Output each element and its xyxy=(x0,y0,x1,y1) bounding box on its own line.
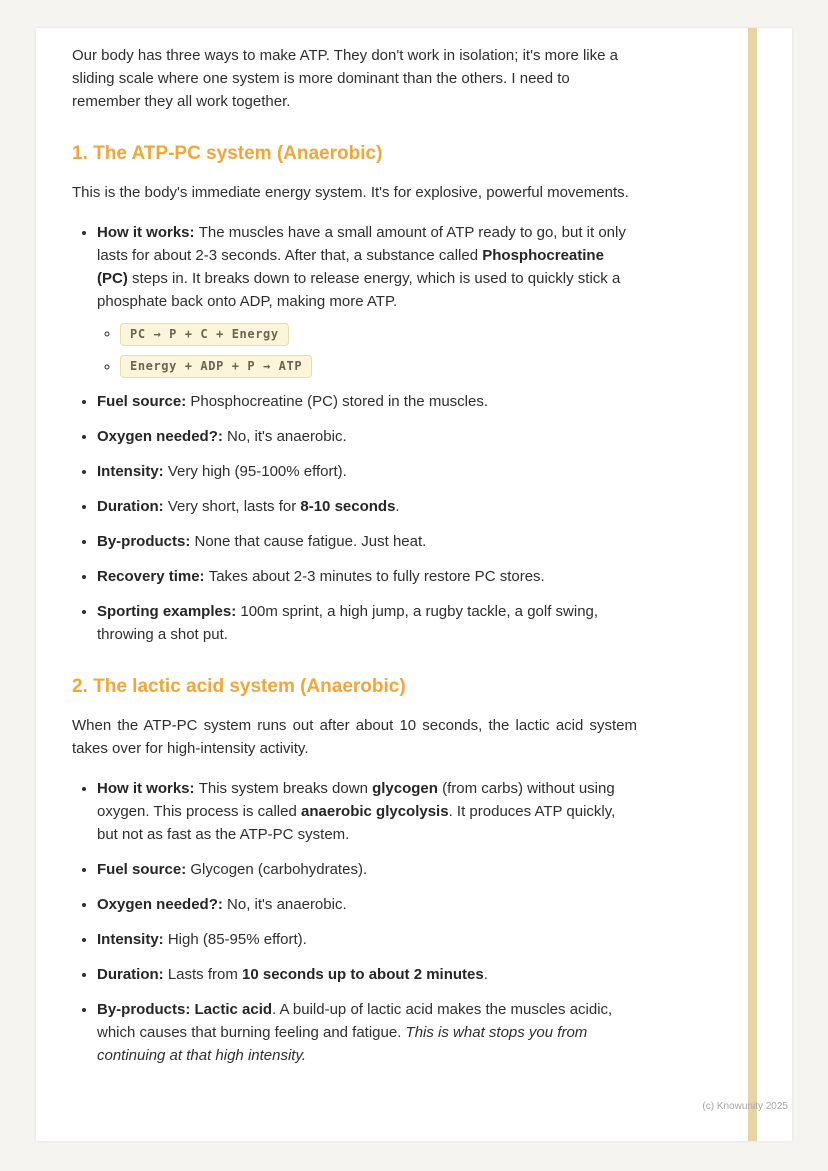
bullet-item xyxy=(97,495,637,518)
bullet-item xyxy=(97,600,637,646)
text-run: . It produces ATP quickly, but not as fast as the ATP-PC system. xyxy=(97,803,616,844)
bullet-list xyxy=(72,777,637,1067)
bold-run: Oxygen needed?: xyxy=(97,428,228,446)
text-run: The muscles have a small amount of ATP ready to go, but it only lasts for about 2-3 seconds. After that, a substance called xyxy=(97,224,626,264)
bold-run: Fuel source: xyxy=(97,393,191,411)
bold-run: 10 seconds up to about 2 minutes xyxy=(242,966,484,984)
page-edge-strip xyxy=(748,28,757,1141)
code-sub-item xyxy=(120,322,637,346)
code-sub-list xyxy=(97,322,637,378)
bold-run: glycogen xyxy=(372,780,438,798)
bold-run: How it works: xyxy=(97,224,199,241)
bullet-list xyxy=(72,221,637,646)
text-run: Takes about 2-3 minutes to fully restore PC stores. xyxy=(208,568,545,586)
bullet-item xyxy=(97,928,637,951)
text-run: steps in. It breaks down to release energy, which is used to quickly stick a phosphate back onto ADP, making more ATP. xyxy=(97,270,621,310)
text-run: . xyxy=(395,498,400,516)
bullet-item xyxy=(97,777,637,846)
bullet-item xyxy=(97,425,637,448)
text-run: . A build-up of lactic acid makes the muscles acidic, which causes that burning feeling and fatigue. xyxy=(97,1001,613,1042)
sections-container xyxy=(72,142,637,1067)
document-page xyxy=(36,28,792,1141)
bold-run: By-products: xyxy=(97,533,195,551)
bold-run: Recovery time: xyxy=(97,568,209,586)
bold-run: Duration: xyxy=(97,966,168,984)
text-run: No, it's anaerobic. xyxy=(227,896,347,914)
watermark: (c) Knowunity 2025 xyxy=(702,1101,788,1112)
text-run: 100m sprint, a high jump, a rugby tackle, a golf swing, throwing a shot put. xyxy=(97,603,599,644)
section-paragraph: This is the body's immediate energy system. It's for explosive, powerful movements. xyxy=(72,184,629,201)
code-sub-item xyxy=(120,355,637,379)
section-paragraph: When the ATP-PC system runs out after about 10 seconds, the lactic acid system takes over for high-intensity activity. xyxy=(72,717,637,758)
document-content xyxy=(72,44,637,1079)
bullet-item xyxy=(97,460,637,483)
bullet-item xyxy=(97,565,637,588)
bullet-item xyxy=(97,858,637,881)
code-chip: PC → P + C + Energy xyxy=(120,323,289,346)
bold-run: Oxygen needed?: xyxy=(97,896,228,914)
section-heading: 2. The lactic acid system (Anaerobic) xyxy=(72,676,406,698)
bold-run: By-products: Lactic acid xyxy=(97,1001,273,1019)
bold-run: Intensity: xyxy=(97,931,168,949)
bullet-item xyxy=(97,221,637,378)
bullet-item xyxy=(97,893,637,916)
text-run: . xyxy=(483,966,488,984)
bold-run: Sporting examples: xyxy=(97,603,241,621)
bold-run: Duration: xyxy=(97,498,168,516)
text-run: Glycogen (carbohydrates). xyxy=(190,861,368,879)
section-heading: 1. The ATP-PC system (Anaerobic) xyxy=(72,143,383,164)
bold-run: 8-10 seconds xyxy=(300,498,396,516)
text-run: Very high (95-100% effort). xyxy=(167,463,347,481)
text-run: Lasts from xyxy=(167,966,243,984)
bullet-item xyxy=(97,390,637,413)
text-run: None that cause fatigue. Just heat. xyxy=(194,533,427,551)
bold-run: anaerobic glycolysis xyxy=(301,803,449,821)
bold-run: Fuel source: xyxy=(97,861,191,879)
text-run: No, it's anaerobic. xyxy=(227,428,347,446)
intro-paragraph: Our body has three ways to make ATP. They don't work in isolation; it's more like a sliding scale where one system is more dominant than the others. I need to remember they all work together. xyxy=(72,47,618,110)
bold-run: Phosphocreatine (PC) xyxy=(97,247,604,287)
text-run: High (85-95% effort). xyxy=(167,931,307,949)
text-run: (from carbs) without using oxygen. This process is called xyxy=(97,780,615,821)
code-chip: Energy + ADP + P → ATP xyxy=(120,355,312,378)
bullet-item xyxy=(97,963,637,986)
bold-run: How it works: xyxy=(97,780,199,798)
italic-run: This is what stops you from continuing at that high intensity. xyxy=(97,1024,588,1065)
text-run: This system breaks down xyxy=(198,780,373,798)
bullet-item xyxy=(97,530,637,553)
text-run: Phosphocreatine (PC) stored in the muscles. xyxy=(190,393,489,411)
bold-run: Intensity: xyxy=(97,463,168,481)
bullet-item xyxy=(97,998,637,1067)
text-run: Very short, lasts for xyxy=(167,498,301,516)
